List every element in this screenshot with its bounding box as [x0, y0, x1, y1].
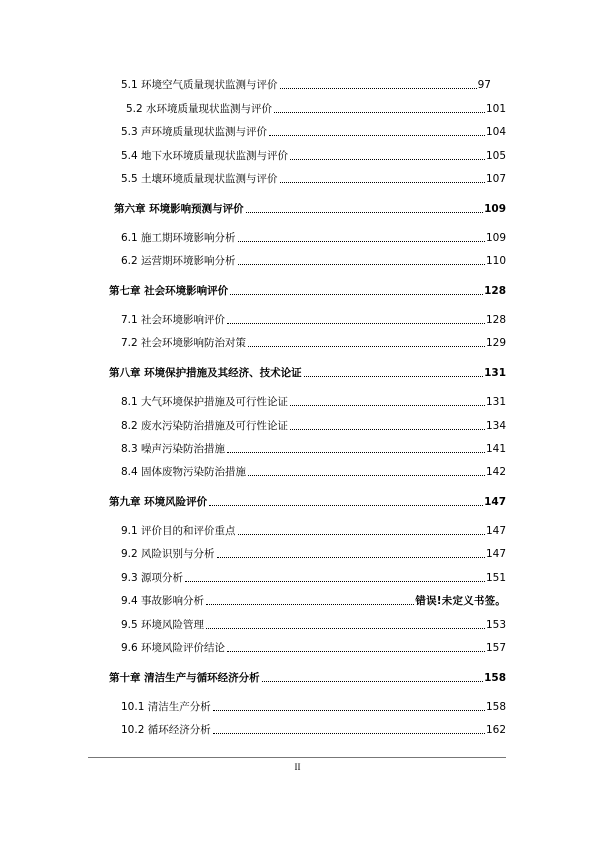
- dot-leader: [290, 428, 485, 430]
- toc-entry-page: 110: [485, 255, 506, 267]
- toc-chapter[interactable]: [109, 491, 506, 509]
- toc-entry-title: 5.4 地下水环境质量现状监测与评价: [121, 150, 289, 162]
- toc-entry-page: 97: [477, 79, 491, 91]
- toc-entry-page: 151: [485, 572, 506, 584]
- dot-leader: [213, 709, 485, 711]
- toc-entry-page: 128: [485, 314, 506, 326]
- toc-chapter-page: 147: [484, 496, 506, 508]
- toc-chapter-title: 第十章 清洁生产与循环经济分析: [109, 672, 260, 684]
- toc-entry-title: 5.3 声环境质量现状监测与评价: [121, 126, 268, 138]
- page-number: II: [294, 762, 301, 772]
- toc-entry-title: 5.2 水环境质量现状监测与评价: [126, 103, 273, 115]
- dot-leader: [238, 240, 485, 242]
- toc-chapter-page: 109: [484, 203, 506, 215]
- toc-entry[interactable]: [121, 614, 506, 632]
- toc-entry-title: 8.2 废水污染防治措施及可行性论证: [121, 420, 289, 432]
- dot-leader: [230, 293, 483, 295]
- toc-chapter-page: 131: [484, 367, 506, 379]
- toc-entry-title: 7.2 社会环境影响防治对策: [121, 337, 247, 349]
- toc-entry-title: 9.1 评价目的和评价重点: [121, 525, 236, 537]
- toc-entry-page: 153: [485, 619, 506, 631]
- bookmark-error-text: 错误!未定义书签。: [415, 595, 506, 607]
- toc-entry-page: 134: [485, 420, 506, 432]
- toc-entry[interactable]: [121, 227, 506, 245]
- dot-leader: [290, 404, 485, 406]
- toc-chapter-title: 第七章 社会环境影响评价: [109, 285, 229, 297]
- toc-chapter[interactable]: [114, 198, 506, 216]
- dot-leader: [304, 375, 483, 377]
- toc-entry[interactable]: [121, 719, 506, 737]
- dot-leader: [248, 345, 485, 347]
- toc-entry[interactable]: [121, 168, 506, 186]
- toc-entry-title: 8.3 噪声污染防治措施: [121, 443, 226, 455]
- toc-entry[interactable]: [121, 461, 506, 479]
- dot-leader: [206, 627, 485, 629]
- toc-entry-title: 9.3 源项分析: [121, 572, 184, 584]
- dot-leader: [238, 263, 485, 265]
- toc-entry-page: 109: [485, 232, 506, 244]
- toc-entry[interactable]: [121, 74, 491, 92]
- dot-leader: [274, 111, 485, 113]
- toc-entry-page: 131: [485, 396, 506, 408]
- dot-leader: [280, 181, 485, 183]
- dot-leader: [290, 158, 485, 160]
- dot-leader: [206, 603, 414, 605]
- toc-entry[interactable]: [121, 590, 506, 608]
- toc-entry-title: 7.1 社会环境影响评价: [121, 314, 226, 326]
- toc-entry-title: 8.4 固体废物污染防治措施: [121, 466, 247, 478]
- toc-entry-page: 101: [485, 103, 506, 115]
- toc-chapter[interactable]: [109, 362, 506, 380]
- dot-leader: [248, 474, 485, 476]
- dot-leader: [238, 533, 485, 535]
- toc-chapter-page: 128: [484, 285, 506, 297]
- toc-chapter-title: 第九章 环境风险评价: [109, 496, 208, 508]
- toc-entry-page: 107: [485, 173, 506, 185]
- footer-divider: [88, 757, 506, 758]
- toc-entry[interactable]: [121, 391, 506, 409]
- dot-leader: [185, 580, 485, 582]
- dot-leader: [280, 87, 477, 89]
- toc-chapter-page: 158: [484, 672, 506, 684]
- toc-entry-page: 105: [485, 150, 506, 162]
- toc-entry-title: 9.6 环境风险评价结论: [121, 642, 226, 654]
- toc-entry-title: 6.1 施工期环境影响分析: [121, 232, 236, 244]
- dot-leader: [246, 211, 483, 213]
- toc-entry-page: 162: [485, 724, 506, 736]
- dot-leader: [269, 134, 485, 136]
- dot-leader: [213, 732, 485, 734]
- toc-entry[interactable]: [121, 438, 506, 456]
- toc-entry-page: 141: [485, 443, 506, 455]
- toc-entry[interactable]: [121, 520, 506, 538]
- toc-entry-page: 129: [485, 337, 506, 349]
- toc-entry[interactable]: [121, 696, 506, 714]
- toc-entry-title: 8.1 大气环境保护措施及可行性论证: [121, 396, 289, 408]
- toc-entry-page: 157: [485, 642, 506, 654]
- toc-entry-title: 10.2 循环经济分析: [121, 724, 211, 736]
- dot-leader: [227, 322, 485, 324]
- dot-leader: [209, 504, 483, 506]
- toc-chapter[interactable]: [109, 667, 506, 685]
- toc-entry-page: 158: [485, 701, 506, 713]
- toc-entry[interactable]: [126, 98, 506, 116]
- toc-entry-title: 10.1 清洁生产分析: [121, 701, 211, 713]
- toc-entry[interactable]: [121, 332, 506, 350]
- toc-entry-title: 9.5 环境风险管理: [121, 619, 205, 631]
- toc-entry-title: 5.1 环境空气质量现状监测与评价: [121, 79, 278, 91]
- toc-chapter-title: 第六章 环境影响预测与评价: [114, 203, 244, 215]
- toc-chapter-title: 第八章 环境保护措施及其经济、技术论证: [109, 367, 302, 379]
- dot-leader: [227, 451, 485, 453]
- dot-leader: [262, 680, 483, 682]
- toc-entry[interactable]: [121, 637, 506, 655]
- toc-entry-page: 104: [485, 126, 506, 138]
- toc-entry-page: 147: [485, 548, 506, 560]
- dot-leader: [227, 650, 485, 652]
- toc-entry-title: 6.2 运营期环境影响分析: [121, 255, 236, 267]
- toc-entry[interactable]: [121, 543, 506, 561]
- dot-leader: [217, 556, 485, 558]
- toc-chapter[interactable]: [109, 280, 506, 298]
- toc-entry[interactable]: [121, 309, 506, 327]
- toc-entry[interactable]: [121, 250, 506, 268]
- toc-entry-title: 9.2 风险识别与分析: [121, 548, 215, 560]
- toc-entry-page: 147: [485, 525, 506, 537]
- toc-entry-title: 9.4 事故影响分析: [121, 595, 205, 607]
- toc-entry-title: 5.5 土壤环境质量现状监测与评价: [121, 173, 278, 185]
- toc-entry-page: 142: [485, 466, 506, 478]
- toc-entry[interactable]: [121, 567, 506, 585]
- toc-entry[interactable]: [121, 415, 506, 433]
- toc-entry[interactable]: [121, 145, 506, 163]
- toc-entry[interactable]: [121, 121, 506, 139]
